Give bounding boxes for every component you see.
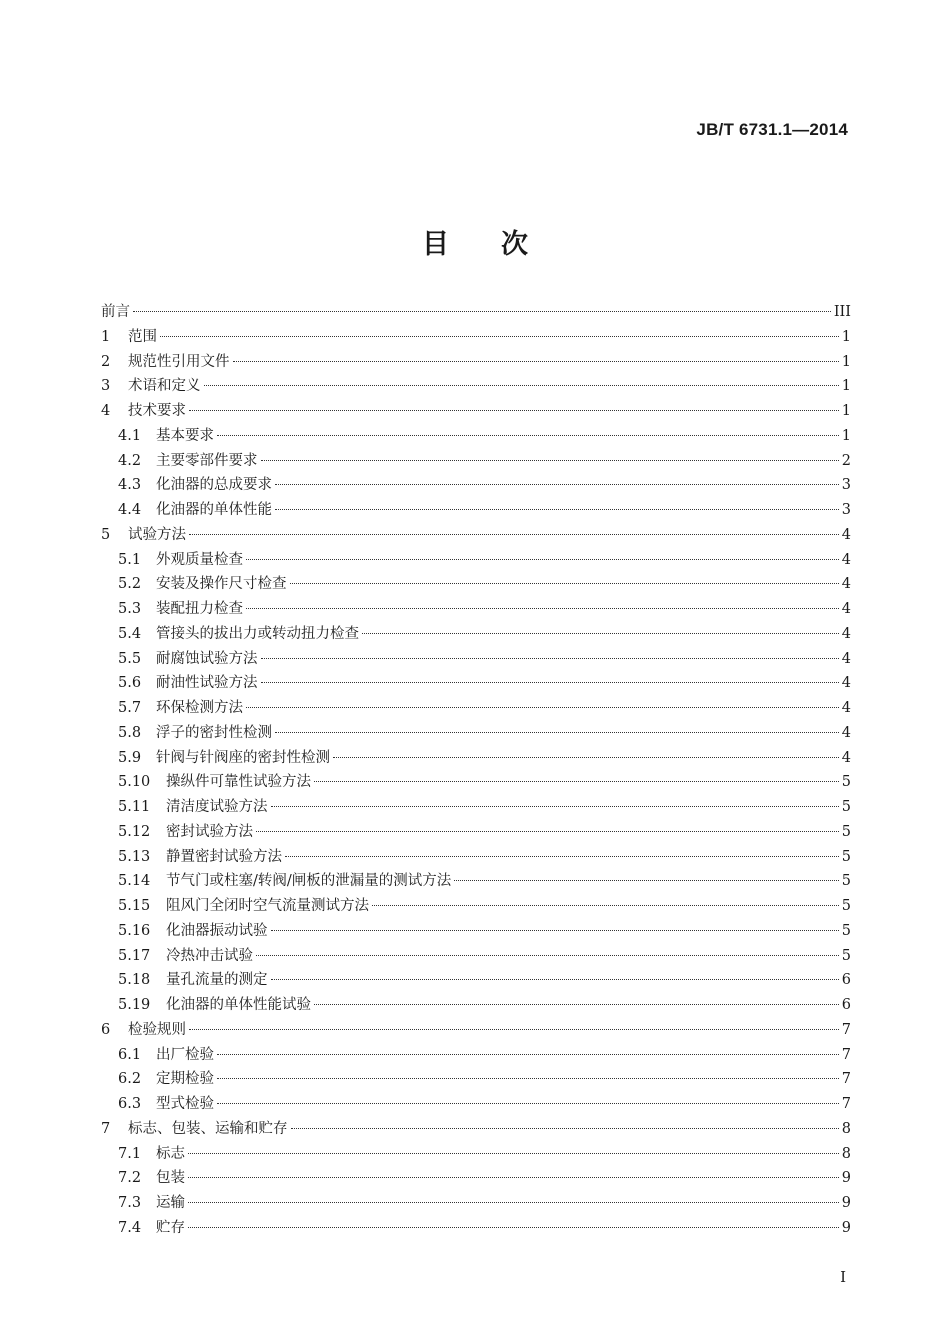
toc-dot-leader [275,732,839,733]
toc-dot-leader [188,1202,839,1203]
toc-section-title: 检验规则 [128,1021,186,1038]
toc-entry[interactable] [101,350,851,375]
toc-section-number: 1 [101,328,111,345]
toc-page-number: III [833,304,851,320]
toc-page-number: 5 [841,947,851,964]
toc-page-number: 7 [841,1046,851,1063]
toc-dot-leader [217,435,839,436]
toc-page-number: 4 [841,700,851,716]
toc-dot-leader [246,707,839,708]
toc-section-number: 5.7 [118,700,142,716]
toc-section-number: 4.1 [118,427,142,444]
toc-entry[interactable] [101,993,851,1018]
standard-number: JB/T 6731.1—2014 [696,120,848,139]
toc-dot-leader [362,633,839,634]
toc-section-number: 4 [101,403,111,419]
toc-section-number: 5.14 [118,873,151,890]
toc-section-number: 4.3 [118,477,142,494]
toc-page-number: 4 [841,625,851,642]
toc-section-title: 阻风门全闭时空气流量测试方法 [166,898,369,914]
toc-dot-leader [275,484,839,485]
toc-section-title: 耐腐蚀试验方法 [156,650,258,667]
toc-entry[interactable] [101,1018,851,1043]
toc-section-title: 浮子的密封性检测 [156,724,272,741]
toc-dot-leader [188,1153,839,1154]
toc-dot-leader [454,880,838,881]
page-title: 目次 [422,229,580,260]
toc-page-number: 4 [841,749,851,766]
toc-dot-leader [275,509,839,510]
toc-entry[interactable] [101,944,851,969]
toc-entry[interactable] [101,374,851,399]
toc-section-title: 化油器的单体性能 [156,502,272,518]
toc-page-number: 5 [841,922,851,939]
toc-entry[interactable] [101,1166,851,1191]
toc-page-number: 7 [841,1096,851,1112]
toc-entry[interactable] [101,523,851,548]
toc-entry[interactable] [101,548,851,573]
toc-section-title: 清洁度试验方法 [166,799,268,815]
toc-section-title: 范围 [128,328,157,345]
toc-entry[interactable] [101,869,851,894]
toc-entry[interactable] [101,671,851,696]
table-of-contents [101,300,851,1241]
toc-page-number: 4 [841,551,851,568]
toc-entry[interactable] [101,721,851,746]
toc-section-title: 定期检验 [156,1071,214,1088]
toc-dot-leader [246,608,839,609]
footer-page-number: I [840,1268,846,1286]
toc-section-title: 出厂检验 [156,1046,214,1063]
toc-section-number: 4.2 [118,452,142,469]
toc-section-title: 化油器振动试验 [166,922,268,939]
toc-page-number: 5 [841,774,851,791]
toc-section-number: 7.4 [118,1219,142,1236]
toc-page-number: 2 [841,452,851,469]
toc-dot-leader [217,1103,839,1104]
toc-dot-leader [188,1177,839,1178]
toc-entry[interactable] [101,1117,851,1142]
toc-entry[interactable] [101,894,851,919]
toc-section-title: 标志、包装、运输和贮存 [128,1120,288,1137]
toc-dot-leader [271,979,839,980]
toc-page-number: 3 [841,502,851,518]
toc-entry[interactable] [101,647,851,672]
toc-section-number: 7 [101,1120,111,1137]
toc-dot-leader [271,930,839,931]
toc-entry[interactable] [101,1191,851,1216]
toc-dot-leader [188,1227,839,1228]
toc-dot-leader [314,781,839,782]
toc-entry[interactable] [101,696,851,721]
toc-section-title: 规范性引用文件 [128,353,230,370]
toc-section-title: 前言 [101,304,130,320]
toc-entry[interactable] [101,746,851,771]
toc-dot-leader [160,336,839,337]
toc-section-number: 5.16 [118,922,151,939]
toc-section-title: 标志 [156,1145,185,1162]
toc-dot-leader [314,1004,839,1005]
toc-section-title: 节气门或柱塞/转阀/闸板的泄漏量的测试方法 [166,873,452,890]
toc-section-title: 耐油性试验方法 [156,675,258,692]
toc-page-number: 1 [841,427,851,444]
toc-page-number: 6 [841,997,851,1013]
toc-section-title: 外观质量检查 [156,551,243,568]
toc-section-number: 6 [101,1021,111,1038]
toc-entry[interactable] [101,473,851,498]
toc-section-title: 安装及操作尺寸检查 [156,576,287,593]
toc-section-title: 针阀与针阀座的密封性检测 [156,749,330,766]
toc-page-number: 1 [841,353,851,370]
toc-dot-leader [189,534,839,535]
toc-page-number: 4 [841,576,851,593]
toc-dot-leader [333,757,839,758]
toc-section-title: 试验方法 [128,526,186,543]
toc-page-number: 1 [841,328,851,345]
toc-section-title: 化油器的总成要求 [156,477,272,494]
toc-section-title: 环保检测方法 [156,700,243,716]
toc-section-number: 5 [101,526,111,543]
toc-entry[interactable] [101,820,851,845]
toc-section-title: 贮存 [156,1219,185,1236]
toc-section-number: 5.4 [118,625,142,642]
toc-page-number: 8 [841,1145,851,1162]
toc-page-number: 6 [841,972,851,989]
toc-entry[interactable] [101,770,851,795]
toc-entry[interactable] [101,300,851,325]
toc-page-number: 5 [841,848,851,865]
toc-dot-leader [217,1054,839,1055]
toc-section-title: 操纵件可靠性试验方法 [166,774,311,791]
toc-section-title: 运输 [156,1195,185,1211]
toc-dot-leader [261,682,839,683]
toc-section-title: 装配扭力检查 [156,601,243,617]
toc-entry[interactable] [101,1043,851,1068]
toc-entry[interactable] [101,968,851,993]
toc-section-title: 术语和定义 [128,378,201,395]
toc-section-number: 6.3 [118,1096,142,1112]
toc-section-number: 2 [101,353,111,370]
toc-dot-leader [261,658,839,659]
toc-section-number: 5.9 [118,749,142,766]
toc-section-number: 5.2 [118,576,142,593]
toc-dot-leader [204,385,839,386]
toc-section-title: 密封试验方法 [166,823,253,840]
toc-section-number: 4.4 [118,502,142,518]
toc-page-number: 4 [841,526,851,543]
toc-entry[interactable] [101,498,851,523]
toc-page-number: 9 [841,1170,851,1187]
toc-dot-leader [372,905,839,906]
toc-section-number: 5.1 [118,551,142,568]
toc-section-number: 7.1 [118,1145,142,1162]
toc-page-number: 4 [841,650,851,667]
toc-section-number: 5.6 [118,675,142,692]
toc-section-number: 5.19 [118,997,151,1013]
toc-entry[interactable] [101,795,851,820]
toc-dot-leader [291,1128,839,1129]
toc-page-number: 7 [841,1071,851,1088]
toc-entry[interactable] [101,1092,851,1117]
toc-section-number: 7.3 [118,1195,142,1211]
toc-section-number: 5.15 [118,898,151,914]
toc-dot-leader [285,856,839,857]
toc-entry[interactable] [101,1142,851,1167]
toc-dot-leader [233,361,839,362]
toc-page-number: 4 [841,724,851,741]
toc-section-number: 5.13 [118,848,151,865]
toc-page-number: 4 [841,675,851,692]
toc-dot-leader [271,806,839,807]
toc-section-title: 基本要求 [156,427,214,444]
toc-entry[interactable] [101,1216,851,1241]
toc-entry[interactable] [101,845,851,870]
toc-section-title: 冷热冲击试验 [166,947,253,964]
toc-dot-leader [189,1029,839,1030]
toc-page-number: 9 [841,1219,851,1236]
toc-page-number: 5 [841,898,851,914]
toc-dot-leader [256,955,839,956]
toc-section-title: 包装 [156,1170,185,1187]
toc-section-title: 管接头的拔出力或转动扭力检查 [156,625,359,642]
toc-entry[interactable] [101,919,851,944]
toc-page-number: 8 [841,1120,851,1137]
toc-dot-leader [133,311,831,312]
toc-dot-leader [261,460,839,461]
toc-section-number: 5.12 [118,823,151,840]
toc-section-title: 量孔流量的测定 [166,972,268,989]
toc-section-number: 5.5 [118,650,142,667]
toc-entry[interactable] [101,622,851,647]
toc-dot-leader [246,559,839,560]
toc-section-number: 3 [101,378,111,395]
toc-section-number: 5.11 [118,799,151,815]
toc-section-number: 7.2 [118,1170,142,1187]
toc-entry[interactable] [101,1067,851,1092]
toc-entry[interactable] [101,572,851,597]
toc-page-number: 3 [841,477,851,494]
toc-section-number: 6.1 [118,1046,142,1063]
toc-page-number: 7 [841,1021,851,1038]
toc-section-title: 静置密封试验方法 [166,848,282,865]
toc-section-title: 技术要求 [128,403,186,419]
toc-dot-leader [217,1078,839,1079]
toc-section-number: 5.3 [118,601,142,617]
toc-section-number: 5.8 [118,724,142,741]
toc-entry[interactable] [101,325,851,350]
toc-dot-leader [189,410,839,411]
toc-page-number: 5 [841,823,851,840]
toc-entry[interactable] [101,399,851,424]
toc-section-number: 6.2 [118,1071,142,1088]
toc-section-title: 化油器的单体性能试验 [166,997,311,1013]
toc-section-title: 主要零部件要求 [156,452,258,469]
toc-section-title: 型式检验 [156,1096,214,1112]
toc-entry[interactable] [101,449,851,474]
toc-page-number: 9 [841,1195,851,1211]
toc-dot-leader [256,831,839,832]
toc-section-number: 5.17 [118,947,151,964]
toc-entry[interactable] [101,424,851,449]
toc-section-number: 5.10 [118,774,151,791]
toc-page-number: 4 [841,601,851,617]
toc-entry[interactable] [101,597,851,622]
toc-page-number: 5 [841,799,851,815]
toc-page-number: 1 [841,378,851,395]
toc-dot-leader [290,583,839,584]
toc-page-number: 5 [841,873,851,890]
toc-section-number: 5.18 [118,972,151,989]
toc-page-number: 1 [841,403,851,419]
